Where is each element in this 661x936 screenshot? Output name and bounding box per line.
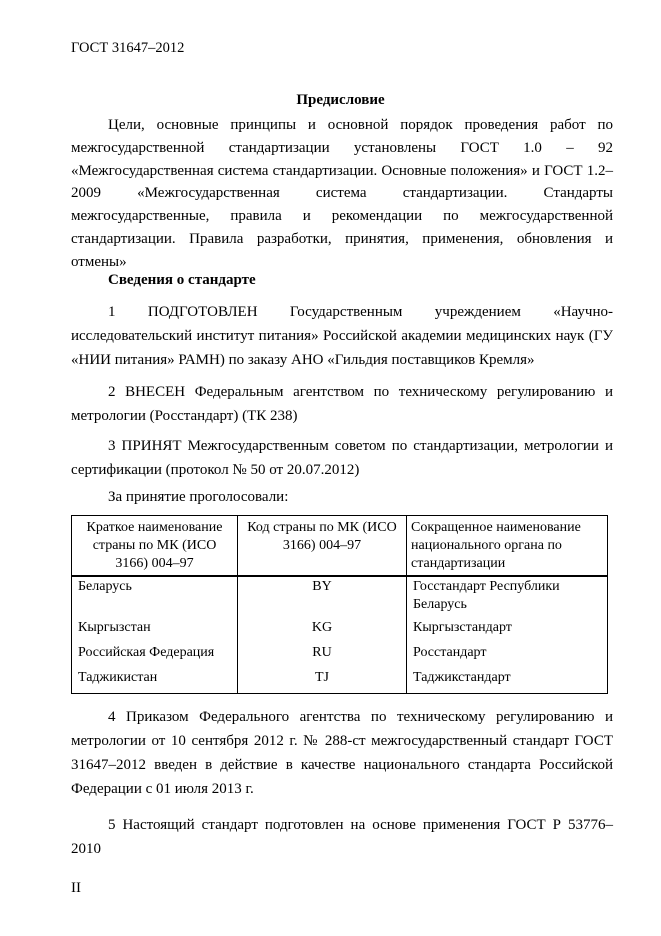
column-header-code: Код страны по МК (ИСО 3166) 004–97 [238, 516, 407, 577]
info-item-2 [71, 380, 613, 428]
page-number: II [71, 880, 81, 896]
info-item-4-text: 4 Приказом Федерального агентства по техническому регулированию и метрологии от 10 сентября 2012 г. № 288-ст межгосударственный стандарт ГОСТ 31647–2012 введен в действие в качестве национального стандарта Российской Федерации с 01 июля 2013 г. [71, 709, 613, 797]
info-item-4 [71, 705, 613, 801]
info-item-3 [71, 434, 613, 482]
info-item-1-text: 1 ПОДГОТОВЛЕН Государственным учреждением «Научно-исследовательский институт питания» Российской академии медицинских наук (ГУ «НИИ питания» РАМН) по заказу АНО «Гильдия поставщиков Кремля» [71, 304, 613, 368]
cell-body: Госстандарт Республики Беларусь [407, 576, 608, 618]
cell-body: Таджикстандарт [407, 668, 608, 694]
table-row [72, 576, 608, 618]
info-item-1 [71, 300, 613, 372]
cell-country: Российская Федерация [72, 643, 238, 668]
cell-country: Кыргызстан [72, 618, 238, 643]
info-item-5 [71, 813, 613, 861]
preface-paragraph [71, 114, 613, 274]
cell-code: KG [238, 618, 407, 643]
cell-country: Беларусь [72, 576, 238, 618]
table-row [72, 618, 608, 643]
info-title: Сведения о стандарте [108, 272, 256, 288]
cell-code: RU [238, 643, 407, 668]
cell-body: Росстандарт [407, 643, 608, 668]
table-row [72, 668, 608, 694]
info-item-5-text: 5 Настоящий стандарт подготовлен на основе применения ГОСТ Р 53776–2010 [71, 817, 613, 857]
cell-code: TJ [238, 668, 407, 694]
cell-body: Кыргызстандарт [407, 618, 608, 643]
voting-countries-table [71, 515, 608, 694]
cell-code: BY [238, 576, 407, 618]
document-code-header: ГОСТ 31647–2012 [71, 40, 185, 56]
preface-title: Предисловие [296, 92, 385, 108]
preface-text: Цели, основные принципы и основной порядок проведения работ по межгосударственной стандартизации установлены ГОСТ 1.0 – 92 «Межгосударственная система стандартизации. Основные положения» и ГОСТ 1.2–2009 «Межгосударственная система стандартизации. Стандарты межгосударственные, правила и рекомендации по межгосударственной стандартизации. Правила разработки, принятия, применения, обновления и отмены» [71, 117, 613, 270]
votes-label: За принятие проголосовали: [108, 489, 289, 505]
info-item-3-text: 3 ПРИНЯТ Межгосударственным советом по стандартизации, метрологии и сертификации (протокол № 50 от 20.07.2012) [71, 438, 613, 478]
column-header-country: Краткое наименование страны по МК (ИСО 3166) 004–97 [72, 516, 238, 577]
column-header-body: Сокращенное наименование национального органа по стандартизации [407, 516, 608, 577]
info-item-2-text: 2 ВНЕСЕН Федеральным агентством по техническому регулированию и метрологии (Росстандарт) (ТК 238) [71, 384, 613, 424]
table-row [72, 643, 608, 668]
cell-country: Таджикистан [72, 668, 238, 694]
table-header-row [72, 516, 608, 577]
